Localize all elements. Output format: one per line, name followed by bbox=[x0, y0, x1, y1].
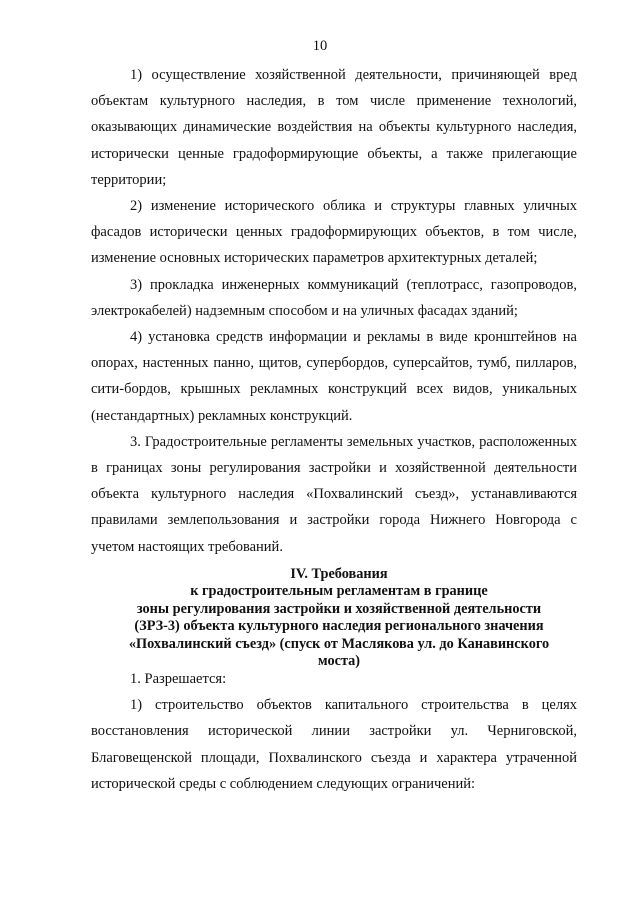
section-heading bbox=[104, 566, 574, 670]
page-number: 10 bbox=[312, 38, 328, 54]
heading-line: (ЗРЗ-3) объекта культурного наследия регионального значения bbox=[134, 618, 544, 635]
paragraph: 3) прокладка инженерных коммуникаций (теплотрасс, газопроводов, электрокабелей) надземным способом и на уличных фасадах зданий; bbox=[91, 276, 577, 319]
paragraph: 2) изменение исторического облика и структуры главных уличных фасадов исторически ценных градоформирующих объектов, в том числе, изменение основных исторических параметров архитектурных деталей; bbox=[91, 198, 577, 267]
heading-line: моста) bbox=[317, 653, 361, 670]
paragraph: 1. Разрешается: bbox=[130, 671, 227, 687]
paragraph: 1) осуществление хозяйственной деятельности, причиняющей вред объектам культурного наследия, в том числе применение технологий, оказывающих динамические воздействия на объекты культурного наследия, исторически ценные градоформирующие объекты, а также прилегающие территории; bbox=[91, 67, 577, 188]
paragraph: 4) установка средств информации и рекламы в виде кронштейнов на опорах, настенных панно, щитов, супербордов, суперсайтов, тумб, пилларов, сити-бордов, крышных рекламных конструкций всех видов, уникальных (нестандартных) рекламных конструкций. bbox=[91, 329, 577, 424]
document-body-top bbox=[91, 62, 577, 560]
heading-line: к градостроительным регламентам в границе bbox=[190, 583, 488, 600]
heading-line: «Похвалинский съезд» (спуск от Маслякова ул. до Канавинского bbox=[128, 635, 550, 652]
heading-line: IV. Требования bbox=[290, 566, 388, 582]
paragraph: 1) строительство объектов капитального строительства в целях восстановления исторической линии застройки ул. Черниговской, Благовещенской площади, Похвалинского съезда и характера утраченной исторической среды с соблюдением следующих ограничений: bbox=[91, 697, 577, 792]
document-body-bottom bbox=[91, 666, 577, 797]
heading-line: зоны регулирования застройки и хозяйственной деятельности bbox=[136, 600, 542, 617]
paragraph: 3. Градостроительные регламенты земельных участков, расположенных в границах зоны регулирования застройки и хозяйственной деятельности объекта культурного наследия «Похвалинский съезд», устанавливаются правилами землепользования и застройки города Нижнего Новгорода с учетом настоящих требований. bbox=[91, 433, 577, 555]
